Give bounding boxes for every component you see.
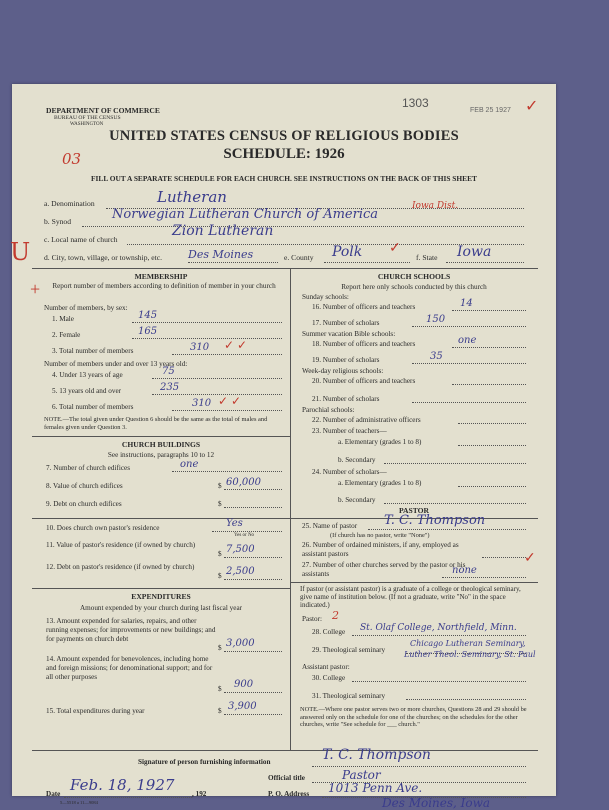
dollar-sign: $ <box>218 685 222 693</box>
female-label: 2. Female <box>52 331 81 339</box>
edifices-debt-label: 9. Debt on church edifices <box>46 500 122 508</box>
date-value: Feb. 18, 1927 <box>70 776 175 794</box>
summer-scholars-value: 35 <box>430 351 443 362</box>
date-label: Date <box>46 790 61 798</box>
teachers-secondary-label: b. Secondary <box>338 456 376 464</box>
total-members-value: 310 <box>190 342 210 353</box>
denomination-label: a. Denomination <box>44 199 95 208</box>
membership-title: MEMBERSHIP <box>134 272 188 281</box>
dollar-sign: $ <box>218 500 222 508</box>
dollar-sign: $ <box>218 707 222 715</box>
running-expenses-value: 3,000 <box>226 638 255 649</box>
over-13-label: 5. 13 years old and over <box>52 387 122 395</box>
weekday-schools-label: Week-day religious schools: <box>302 367 384 375</box>
address-value: 1013 Penn Ave. <box>328 781 423 795</box>
edifices-count-value: one <box>180 459 199 470</box>
synod-annotation: Iowa Dist. <box>412 201 459 211</box>
dollar-sign: $ <box>218 644 222 652</box>
address-label: P. O. Address <box>268 790 310 798</box>
edifices-count-label: 7. Number of church edifices <box>46 464 131 472</box>
over-13-value: 235 <box>160 382 180 393</box>
check-mark-icon: ✓ <box>525 98 539 115</box>
asst-college-label: 30. College <box>312 674 346 682</box>
cross-mark-icon: + <box>30 279 41 299</box>
dept-name: DEPARTMENT OF COMMERCE <box>46 106 160 115</box>
other-churches-value: none <box>452 565 477 576</box>
address-city-value: Des Moines, Iowa <box>382 796 491 810</box>
under-13-value: 75 <box>162 366 175 377</box>
residence-debt-value: 2,500 <box>226 566 255 577</box>
bureau-name: BUREAU OF THE CENSUS <box>54 115 121 121</box>
teachers-elementary-label: a. Elementary (grades 1 to 8) <box>338 438 422 446</box>
pastor-note: NOTE.—Where one pastor serves two or more churches, Questions 28 and 29 should be answered only on the schedule for one of the churches; on the schedules for the other churches, write "See schedule for ___ church." <box>300 706 527 728</box>
schools-title: CHURCH SCHOOLS <box>377 272 451 281</box>
admin-officers-label: 22. Number of administrative officers <box>312 416 421 424</box>
dollar-sign: $ <box>218 550 222 558</box>
total-expenditures-value: 3,900 <box>228 701 257 712</box>
dept-city: WASHINGTON <box>70 122 104 127</box>
denomination-value: Lutheran <box>157 188 227 206</box>
schools-subtitle: Report here only schools conducted by this church <box>341 283 487 291</box>
local-name-value: Zion Lutheran <box>172 223 274 239</box>
seminary-value-line1: Chicago Lutheran Seminary, <box>410 639 526 648</box>
date-year-suffix: , 192 <box>192 790 207 798</box>
margin-mark: U <box>10 238 31 266</box>
seminary-value-line2: Luther Theol. Seminary, St. Paul <box>404 650 536 659</box>
summer-schools-label: Summer vacation Bible schools: <box>302 330 396 338</box>
residence-owned-label: 10. Does church own pastor's residence <box>46 524 160 532</box>
sunday-scholars-value: 150 <box>426 314 446 325</box>
pastor-name-value: T. C. Thompson <box>384 513 486 528</box>
local-name-label: c. Local name of church <box>44 235 118 244</box>
expenditures-subtitle: Amount expended by your church during last fiscal year <box>79 604 243 612</box>
schedule-title: SCHEDULE: 1926 <box>223 146 345 162</box>
edifices-value-label: 8. Value of church edifices <box>46 482 123 490</box>
parochial-schools-label: Parochial schools: <box>302 406 355 414</box>
dollar-sign: $ <box>218 572 222 580</box>
asst-seminary-label: 31. Theological seminary <box>312 692 386 700</box>
check-mark-icon: ✓ <box>524 551 536 566</box>
benevolences-value: 900 <box>234 679 254 690</box>
membership-intro: Report number of members according to definition of member in your church <box>52 282 276 290</box>
teachers-label: 23. Number of teachers— <box>312 427 387 435</box>
male-label: 1. Male <box>52 315 74 323</box>
college-value: St. Olaf College, Northfield, Minn. <box>360 623 517 633</box>
county-value: Polk <box>332 244 363 260</box>
summer-officers-label: 18. Number of officers and teachers <box>312 340 416 348</box>
official-title-label: Official title <box>268 774 305 782</box>
pastor-heading: Pastor: <box>302 615 322 623</box>
summer-scholars-label: 19. Number of scholars <box>312 356 380 364</box>
sunday-officers-value: 14 <box>460 298 473 309</box>
dollar-sign: $ <box>218 482 222 490</box>
form-title: UNITED STATES CENSUS OF RELIGIOUS BODIES <box>109 128 459 144</box>
form-serial-number: 1303 <box>402 96 429 110</box>
assistant-pastors-label: 26. Number of ordained ministers, if any, employed as assistant pastors <box>302 541 459 558</box>
received-stamp: FEB 25 1927 <box>470 107 511 114</box>
sunday-scholars-label: 17. Number of scholars <box>312 319 380 327</box>
assistant-pastor-heading: Assistant pastor: <box>302 663 350 671</box>
scholars-secondary-label: b. Secondary <box>338 496 376 504</box>
state-value: Iowa <box>457 244 492 260</box>
total-expenditures-label: 15. Total expenditures during year <box>46 707 145 715</box>
sunday-officers-label: 16. Number of officers and teachers <box>312 303 416 311</box>
instruction-line: FILL OUT A SEPARATE SCHEDULE FOR EACH CHURCH. SEE INSTRUCTIONS ON THE BACK OF THIS SHEET <box>91 174 477 183</box>
synod-value: Norwegian Lutheran Church of America <box>112 207 379 222</box>
handwritten-code: 03 <box>62 150 82 168</box>
official-title-value: Pastor <box>342 768 381 782</box>
census-schedule-form <box>10 84 556 810</box>
residence-owned-value: Yes <box>226 518 243 529</box>
residence-debt-label: 12. Debt on pastor's residence (if owned by church) <box>46 563 195 571</box>
form-number: 5—5518 a 11—9084 <box>60 800 98 805</box>
pastor-none-hint: (If church has no pastor, write "None") <box>330 532 430 539</box>
pastor-name-label: 25. Name of pastor <box>302 522 358 530</box>
city-label: d. City, town, village, or township, etc. <box>44 253 163 262</box>
pastor-title: PASTOR <box>398 506 430 515</box>
female-value: 165 <box>138 326 158 337</box>
yes-no-hint: Yes or No <box>234 533 255 538</box>
members-by-sex-label: Number of members, by sex: <box>44 304 128 312</box>
signature-label: Signature of person furnishing information <box>138 758 271 766</box>
county-label: e. County <box>284 253 314 262</box>
total-members-2-label: 6. Total number of members <box>52 403 134 411</box>
city-value: Des Moines <box>188 248 254 261</box>
weekday-scholars-label: 21. Number of scholars <box>312 395 380 403</box>
male-value: 145 <box>138 310 158 321</box>
buildings-title: CHURCH BUILDINGS <box>121 440 201 449</box>
residence-value-label: 11. Value of pastor's residence (if owned by church) <box>46 541 196 549</box>
other-churches-label: 27. Number of other churches served by the pastor or his assistants <box>302 561 466 578</box>
expenditures-title: EXPENDITURES <box>131 592 191 601</box>
sunday-schools-label: Sunday schools: <box>302 293 349 301</box>
total-members-2-value: 310 <box>192 398 212 409</box>
check-mark-icon: ✓ ✓ <box>224 338 248 352</box>
check-mark-icon: ✓ ✓ <box>218 394 242 408</box>
seminary-label: 29. Theological seminary <box>312 646 386 654</box>
running-expenses-label: 13. Amount expended for salaries, repairs, and other running expenses; for improvements or new buildings; and for payments on church debt <box>46 617 216 643</box>
buildings-subtitle: See instructions, paragraphs 10 to 12 <box>107 451 215 459</box>
edifices-value-value: 60,000 <box>226 477 261 488</box>
weekday-officers-label: 20. Number of officers and teachers <box>312 377 416 385</box>
state-label: f. State <box>416 253 438 262</box>
benevolences-label: 14. Amount expended for benevolences, including home and foreign missions; for denominational support; and for all other purposes <box>46 655 213 681</box>
total-members-label: 3. Total number of members <box>52 347 134 355</box>
residence-value-value: 7,500 <box>226 544 255 555</box>
pastor-heading-mark: 2 <box>332 609 339 622</box>
summer-officers-value: one <box>458 335 477 346</box>
signature-value: T. C. Thompson <box>322 747 431 763</box>
under-13-label: 4. Under 13 years of age <box>52 371 123 379</box>
membership-note: NOTE.—The total given under Question 6 should be the same as the total of males and females given under Question 3. <box>44 416 268 431</box>
check-mark-icon: ✓ <box>389 241 401 256</box>
college-label: 28. College <box>312 628 346 636</box>
synod-label: b. Synod <box>44 217 72 226</box>
scholars-elementary-label: a. Elementary (grades 1 to 8) <box>338 479 422 487</box>
graduate-note: If pastor (or assistant pastor) is a graduate of a college or theological seminary, give name of institution below. (If not a graduate, write "No" in the space indicated.) <box>300 585 521 609</box>
scholars-label: 24. Number of scholars— <box>312 468 387 476</box>
age-groups-label: Number of members under and over 13 years old: <box>44 360 188 368</box>
